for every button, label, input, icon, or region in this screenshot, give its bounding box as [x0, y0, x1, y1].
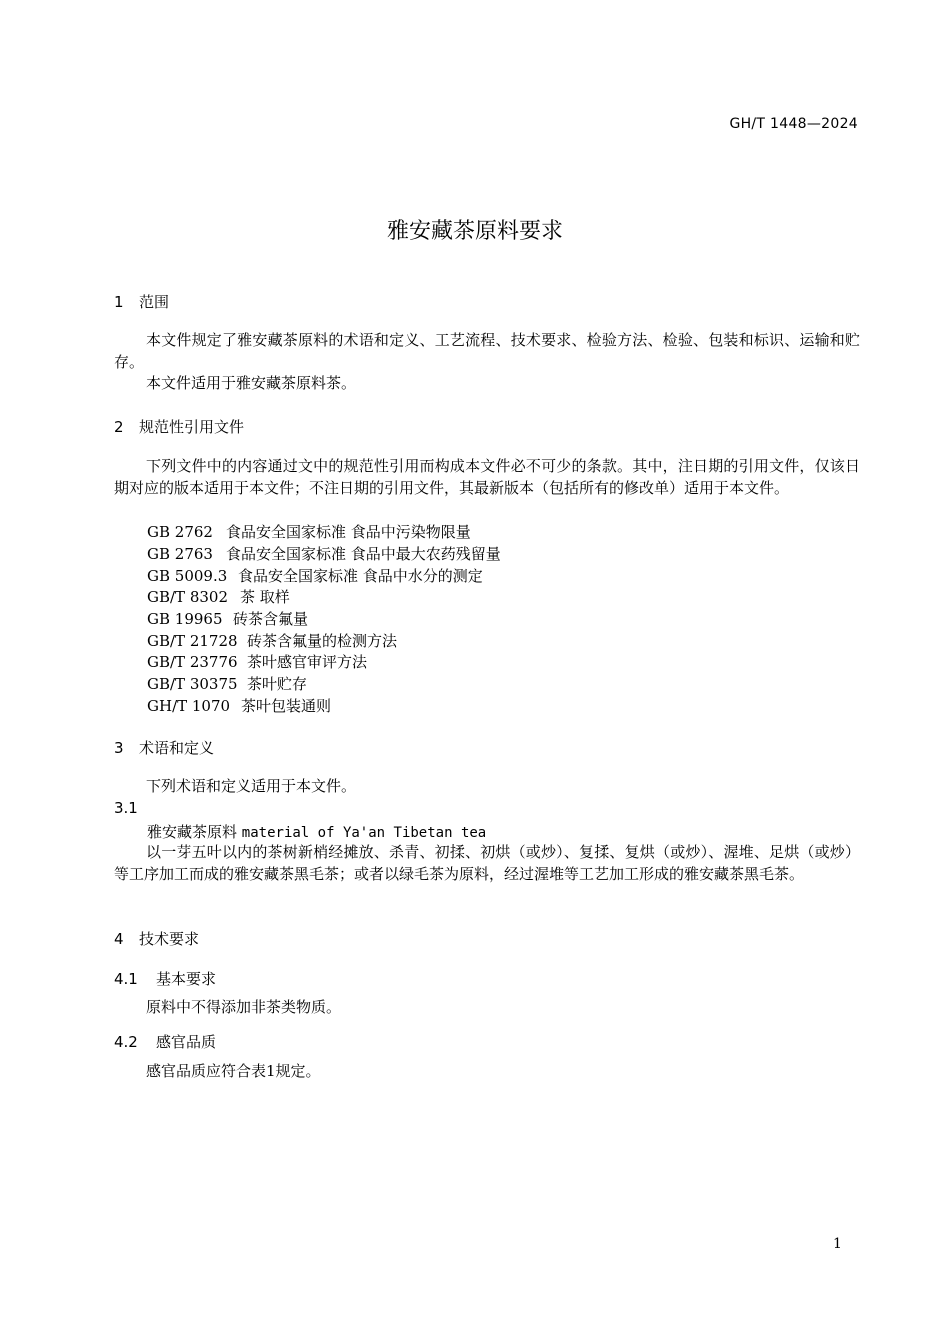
reference-item — [147, 586, 290, 607]
term-chinese: 雅安藏茶原料 — [147, 823, 238, 841]
section-title: 规范性引用文件 — [139, 418, 245, 436]
section-number: 4 — [114, 930, 124, 948]
reference-title: 砖茶含氟量的检测方法 — [247, 632, 398, 650]
section-2-heading — [114, 416, 244, 437]
section-1-paragraph-2: 本文件适用于雅安藏茶原料茶。 — [146, 374, 357, 392]
reference-item — [147, 521, 471, 542]
reference-code: GH/T 1070 — [147, 697, 231, 715]
reference-code: GB 2763 — [147, 545, 213, 563]
reference-code: GB/T 21728 — [147, 632, 238, 650]
standard-code: GH/T 1448—2024 — [729, 116, 858, 132]
subsection-4-2-heading — [114, 1031, 216, 1052]
reference-code: GB/T 23776 — [147, 653, 238, 671]
section-title: 术语和定义 — [139, 739, 215, 757]
subsection-4-1-text: 原料中不得添加非茶类物质。 — [146, 998, 342, 1016]
subsection-4-1-heading — [114, 968, 216, 989]
reference-title: 茶叶贮存 — [247, 675, 308, 693]
section-title: 技术要求 — [139, 930, 200, 948]
reference-code: GB 19965 — [147, 610, 223, 628]
reference-item — [147, 608, 308, 629]
reference-item — [147, 630, 397, 651]
reference-code: GB/T 8302 — [147, 588, 229, 606]
reference-code: GB 2762 — [147, 523, 213, 541]
section-3-heading — [114, 737, 214, 758]
reference-title: 茶叶包装通则 — [241, 697, 332, 715]
document-title: 雅安藏茶原料要求 — [386, 219, 563, 244]
reference-item — [147, 673, 307, 694]
reference-title: 食品安全国家标准 食品中污染物限量 — [226, 523, 471, 541]
reference-code: GB 5009.3 — [147, 567, 228, 585]
term-entry — [147, 821, 486, 842]
section-title: 范围 — [139, 293, 170, 311]
section-3-paragraph-1: 下列术语和定义适用于本文件。 — [146, 777, 357, 795]
reference-item — [147, 543, 501, 564]
section-1-heading — [114, 291, 169, 312]
subsection-title: 基本要求 — [156, 970, 217, 988]
reference-item — [147, 565, 483, 586]
subsection-4-2-text: 感官品质应符合表1规定。 — [146, 1062, 321, 1080]
reference-title: 茶 取样 — [240, 588, 290, 606]
subsection-3-1-number: 3.1 — [114, 799, 138, 817]
section-2-paragraph-1: 下列文件中的内容通过文中的规范性引用而构成本文件必不可少的条款。其中，注日期的引用文件，仅该日期对应的版本适用于本文件；不注日期的引用文件，其最新版本（包括所有的修改单）适用于本文件。 — [114, 457, 860, 497]
section-number: 1 — [114, 293, 124, 311]
term-english: material of Ya'an Tibetan tea — [241, 825, 487, 841]
subsection-number: 4.2 — [114, 1033, 138, 1051]
reference-code: GB/T 30375 — [147, 675, 238, 693]
subsection-number: 4.1 — [114, 970, 138, 988]
reference-title: 砖茶含氟量 — [233, 610, 309, 628]
reference-title: 食品安全国家标准 食品中水分的测定 — [238, 567, 483, 585]
subsection-title: 感官品质 — [156, 1033, 217, 1051]
reference-item — [147, 695, 331, 716]
reference-item — [147, 651, 367, 672]
section-number: 2 — [114, 418, 124, 436]
reference-title: 食品安全国家标准 食品中最大农药残留量 — [226, 545, 501, 563]
section-4-heading — [114, 928, 199, 949]
section-1-paragraph-1: 本文件规定了雅安藏茶原料的术语和定义、工艺流程、技术要求、检验方法、检验、包装和标识、运输和贮存。 — [114, 331, 860, 371]
term-definition: 以一芽五叶以内的茶树新梢经摊放、杀青、初揉、初烘（或炒）、复揉、复烘（或炒）、渥堆、足烘（或炒）等工序加工而成的雅安藏茶黑毛茶；或者以绿毛茶为原料，经过渥堆等工艺加工形成的雅安藏茶黑毛茶。 — [114, 843, 860, 883]
section-number: 3 — [114, 739, 124, 757]
reference-title: 茶叶感官审评方法 — [247, 653, 368, 671]
page-number: 1 — [833, 1236, 842, 1252]
